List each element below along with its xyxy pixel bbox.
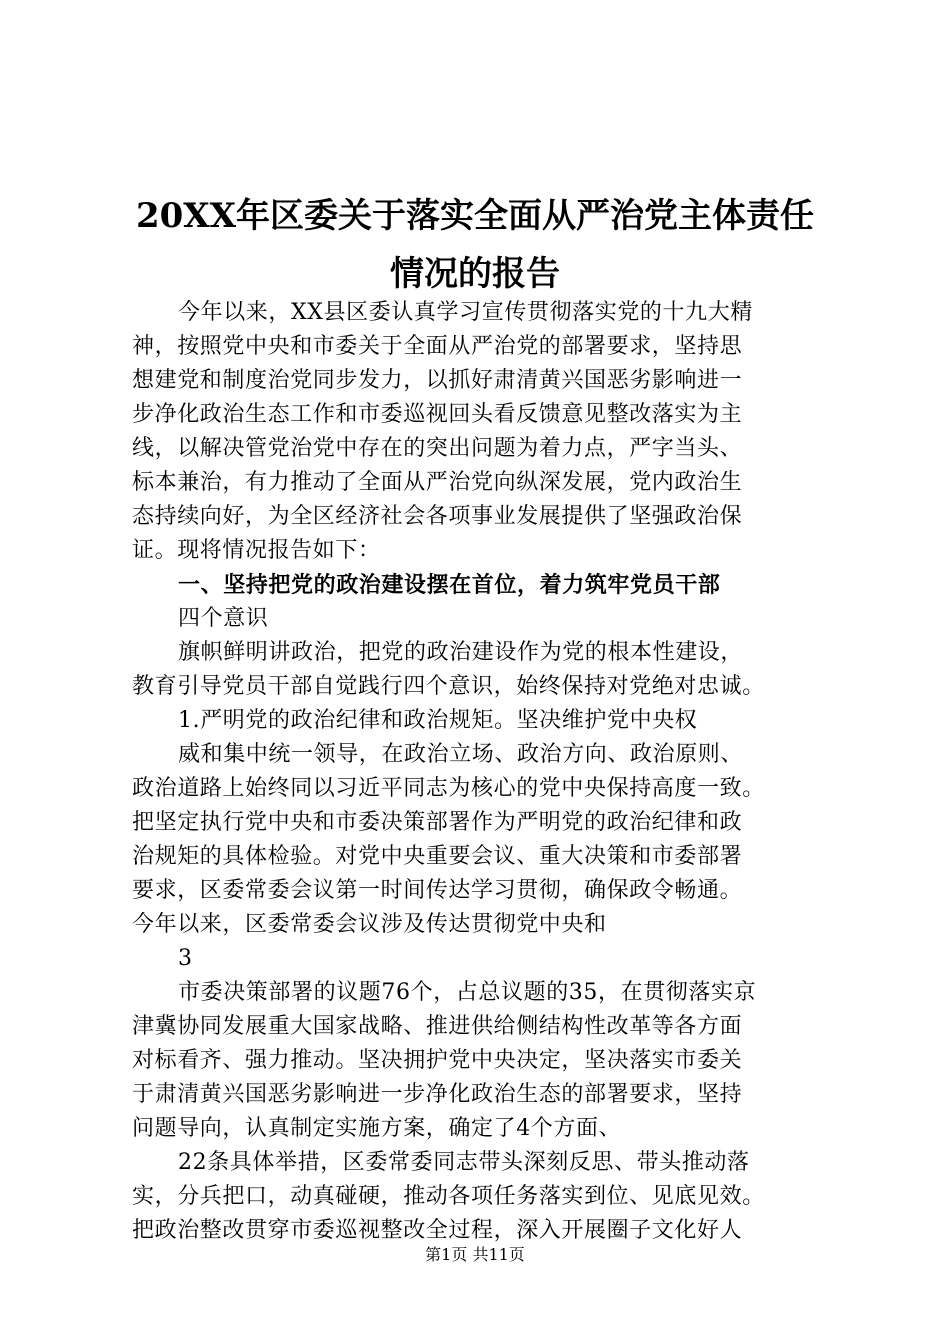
paragraph-line: 实，分兵把口，动真碰硬，推动各项任务落实到位、见底见效。 [132, 1184, 765, 1209]
paragraph-line: 治规矩的具体检验。对党中央重要会议、重大决策和市委部署 [132, 844, 743, 869]
paragraph-line: 态持续向好，为全区经济社会各项事业发展提供了坚强政治保 [132, 504, 743, 529]
section-heading-continued: 四个意识 [178, 606, 269, 631]
paragraph-line: 要求，区委常委会议第一时间传达学习贯彻，确保政令畅通。 [132, 878, 743, 903]
paragraph-line: 威和集中统一领导，在政治立场、政治方向、政治原则、 [178, 742, 744, 767]
document-body [132, 296, 832, 1248]
paragraph-line: 对标看齐、强力推动。坚决拥护党中央决定，坚决落实市委关 [132, 1048, 743, 1073]
paragraph-line: 津冀协同发展重大国家战略、推进供给侧结构性改革等各方面 [132, 1014, 743, 1039]
paragraph-line: 22条具体举措，区委常委同志带头深刻反思、带头推动落 [178, 1150, 750, 1175]
paragraph-line: 想建党和制度治党同步发力，以抓好肃清黄兴国恶劣影响进一 [132, 368, 743, 393]
paragraph-line: 把政治整改贯穿市委巡视整改全过程，深入开展圈子文化好人 [132, 1218, 743, 1243]
paragraph-line: 旗帜鲜明讲政治，把党的政治建设作为党的根本性建设， [178, 640, 744, 665]
paragraph-line: 今年以来，区委常委会议涉及传达贯彻党中央和 [132, 912, 607, 937]
document-title-line-1: 20XX年区委关于落实全面从严治党主体责任 [135, 196, 815, 236]
paragraph-line: 今年以来，XX县区委认真学习宣传贯彻落实党的十九大精 [178, 300, 753, 325]
paragraph-line: 政治道路上始终同以习近平同志为核心的党中央保持高度一致。 [132, 776, 765, 801]
section-heading: 一、坚持把党的政治建设摆在首位，着力筑牢党员干部 [178, 572, 721, 598]
paragraph-line: 步净化政治生态工作和市委巡视回头看反馈意见整改落实为主 [132, 402, 743, 427]
paragraph-line: 市委决策部署的议题76个，占总议题的35，在贯彻落实京 [178, 980, 757, 1005]
paragraph-line: 教育引导党员干部自觉践行四个意识，始终保持对党绝对忠诚。 [132, 674, 765, 699]
paragraph-line: 问题导向，认真制定实施方案，确定了4个方面、 [132, 1116, 622, 1141]
document-title-line-2: 情况的报告 [390, 254, 560, 294]
paragraph-line: 线，以解决管党治党中存在的突出问题为着力点，严字当头、 [132, 436, 743, 461]
page-number-footer: 第1页 共11页 [425, 1245, 525, 1264]
subsection-line: 1.严明党的政治纪律和政治规矩。坚决维护党中央权 [178, 708, 698, 733]
paragraph-line: 神，按照党中央和市委关于全面从严治党的部署要求，坚持思 [132, 334, 743, 359]
paragraph-line: 把坚定执行党中央和市委决策部署作为严明党的政治纪律和政 [132, 810, 743, 835]
paragraph-line: 于肃清黄兴国恶劣影响进一步净化政治生态的部署要求，坚持 [132, 1082, 743, 1107]
paragraph-line: 证。现将情况报告如下： [132, 538, 381, 563]
paragraph-line: 标本兼治，有力推动了全面从严治党向纵深发展，党内政治生 [132, 470, 743, 495]
paragraph-line: 3 [178, 946, 193, 971]
